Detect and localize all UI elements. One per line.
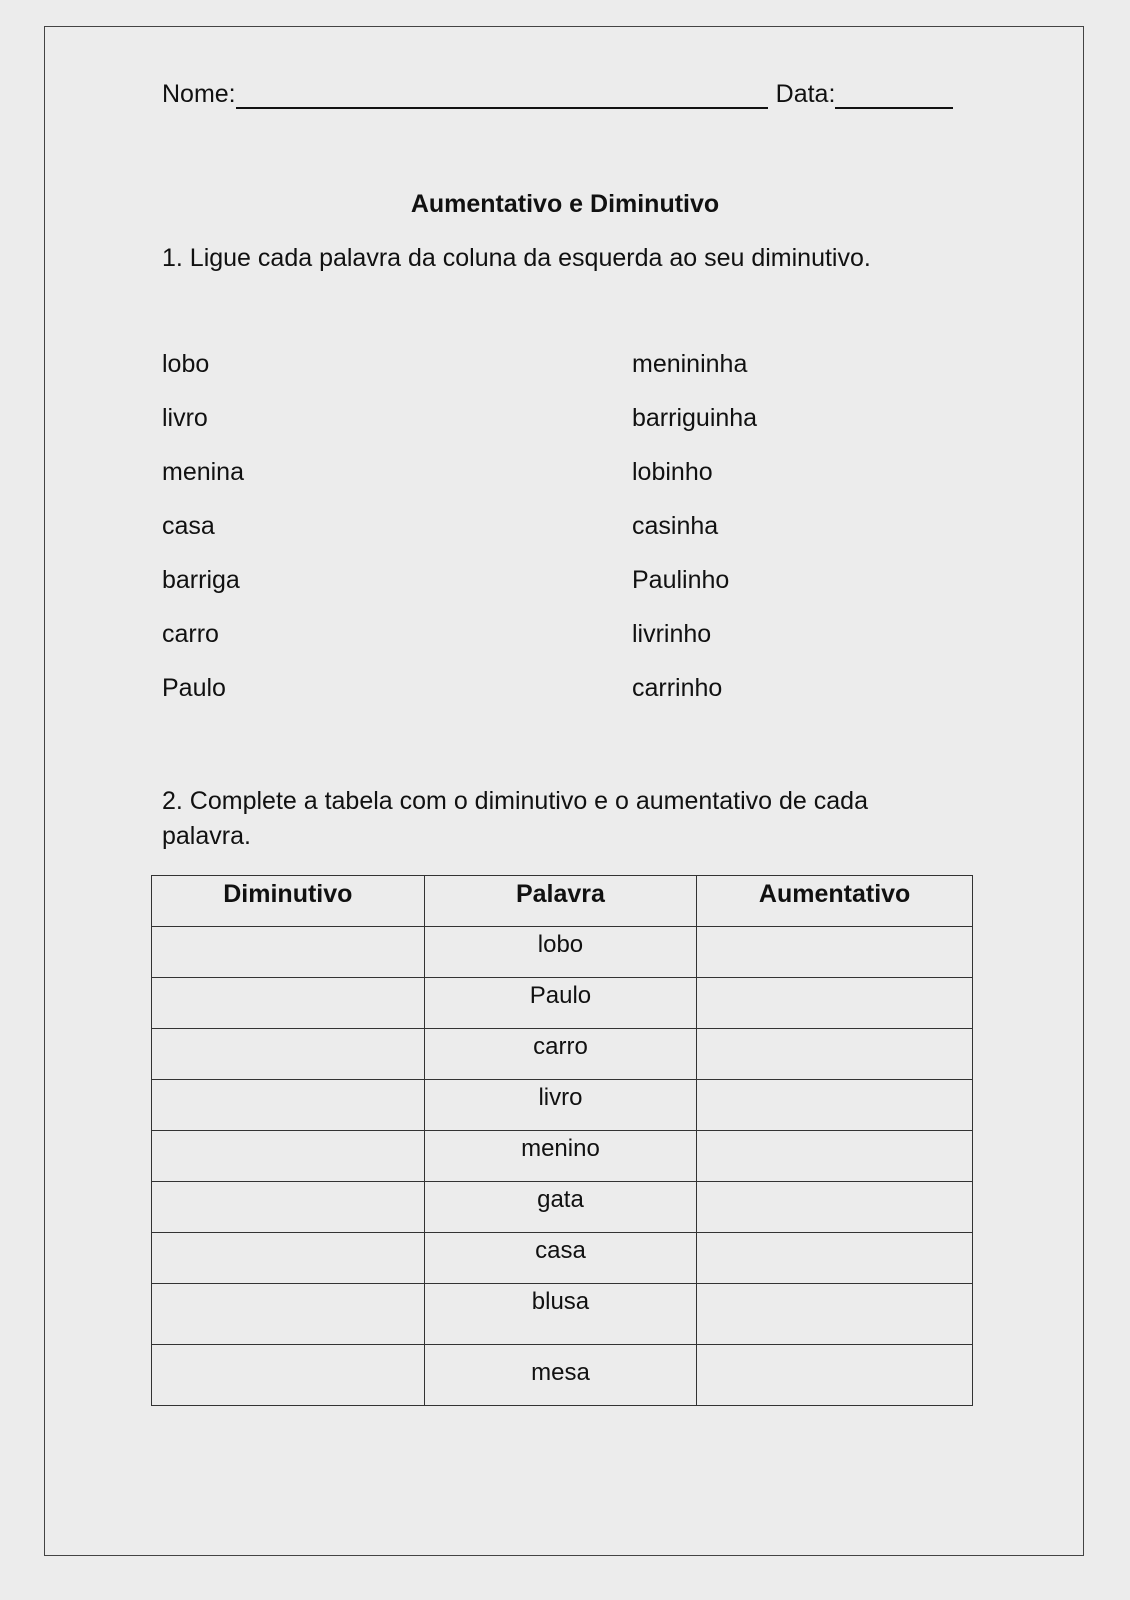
table-row (152, 1233, 973, 1284)
page-title: Aumentativo e Diminutivo (410, 190, 720, 218)
diminutivo-cell (152, 1345, 425, 1406)
aumentativo-cell (697, 978, 973, 1029)
name-blank (236, 83, 768, 109)
header-line (162, 80, 953, 109)
right-word: lobinho (632, 458, 713, 486)
column-header-diminutivo: Diminutivo (152, 876, 425, 927)
table-row (152, 1284, 973, 1345)
palavra-cell: blusa (424, 1284, 697, 1345)
left-word: lobo (162, 350, 210, 378)
diminutivo-cell (152, 1182, 425, 1233)
aumentativo-cell (697, 1233, 973, 1284)
fill-in-table (151, 875, 973, 1406)
palavra-cell: livro (424, 1080, 697, 1131)
left-word: livro (162, 404, 208, 432)
name-label: Nome: (162, 80, 236, 108)
right-word: livrinho (632, 620, 712, 648)
aumentativo-cell (697, 1345, 973, 1406)
table-row (152, 1029, 973, 1080)
table-row (152, 1131, 973, 1182)
palavra-cell: mesa (424, 1345, 697, 1406)
aumentativo-cell (697, 1284, 973, 1345)
table-row (152, 1080, 973, 1131)
aumentativo-cell (697, 1131, 973, 1182)
table-row (152, 1182, 973, 1233)
left-word: menina (162, 458, 244, 486)
column-header-palavra: Palavra (424, 876, 697, 927)
palavra-cell: casa (424, 1233, 697, 1284)
question-1-text: 1. Ligue cada palavra da coluna da esquerda ao seu diminutivo. (162, 244, 871, 272)
right-word: carrinho (632, 674, 723, 702)
right-word: casinha (632, 512, 719, 540)
left-word: Paulo (162, 674, 226, 702)
aumentativo-cell (697, 1182, 973, 1233)
palavra-cell: gata (424, 1182, 697, 1233)
left-word: carro (162, 620, 219, 648)
diminutivo-cell (152, 1029, 425, 1080)
table-row (152, 978, 973, 1029)
diminutivo-cell (152, 1131, 425, 1182)
palavra-cell: carro (424, 1029, 697, 1080)
diminutivo-cell (152, 1284, 425, 1345)
diminutivo-cell (152, 927, 425, 978)
diminutivo-cell (152, 978, 425, 1029)
palavra-cell: menino (424, 1131, 697, 1182)
aumentativo-cell (697, 927, 973, 978)
table-row (152, 1345, 973, 1406)
table-header-row (152, 876, 973, 927)
left-word: barriga (162, 566, 240, 594)
aumentativo-cell (697, 1080, 973, 1131)
palavra-cell: lobo (424, 927, 697, 978)
diminutivo-cell (152, 1233, 425, 1284)
palavra-cell: Paulo (424, 978, 697, 1029)
right-word: Paulinho (632, 566, 730, 594)
date-blank (835, 83, 953, 109)
date-label: Data: (775, 80, 836, 108)
table-row (152, 927, 973, 978)
left-word: casa (162, 512, 215, 540)
right-word: menininha (632, 350, 748, 378)
right-word: barriguinha (632, 404, 758, 432)
column-header-aumentativo: Aumentativo (697, 876, 973, 927)
diminutivo-cell (152, 1080, 425, 1131)
question-2-text: 2. Complete a tabela com o diminutivo e o aumentativo de cada palavra. (162, 787, 868, 850)
aumentativo-cell (697, 1029, 973, 1080)
